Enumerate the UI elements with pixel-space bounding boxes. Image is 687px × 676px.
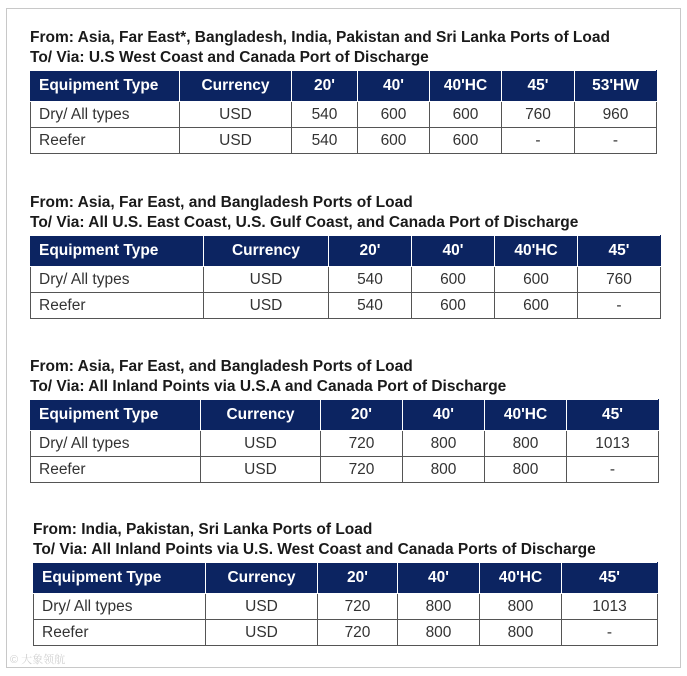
table-row	[31, 293, 661, 319]
section-from-heading: From: Asia, Far East, and Bangladesh Ports of Load	[30, 358, 413, 375]
header-45ft: 45'	[502, 71, 575, 102]
table-header-row	[31, 236, 661, 267]
header-equipment-type: Equipment Type	[31, 71, 180, 102]
cell-45ft: -	[502, 128, 575, 154]
cell-40ft: 600	[358, 102, 430, 128]
cell-20ft: 540	[329, 293, 412, 319]
header-40ft: 40'	[398, 563, 480, 594]
cell-equipment-type: Reefer	[31, 293, 204, 319]
table-row	[34, 620, 658, 646]
cell-equipment-type: Reefer	[31, 128, 180, 154]
header-20ft: 20'	[318, 563, 398, 594]
rate-table-3	[30, 399, 659, 483]
table-row	[31, 102, 657, 128]
watermark: © 大象领航	[10, 654, 66, 666]
cell-45ft: 1013	[567, 431, 659, 457]
cell-45ft: -	[562, 620, 658, 646]
rate-table-2	[30, 235, 661, 319]
cell-equipment-type: Reefer	[34, 620, 206, 646]
header-45ft: 45'	[567, 400, 659, 431]
cell-40ft: 800	[398, 620, 480, 646]
table-row	[31, 431, 659, 457]
cell-currency: USD	[204, 293, 329, 319]
cell-currency: USD	[204, 267, 329, 293]
header-currency: Currency	[206, 563, 318, 594]
header-40ft: 40'	[403, 400, 485, 431]
table-header-row	[34, 563, 658, 594]
section-to-heading: To/ Via: All Inland Points via U.S.A and Canada Port of Discharge	[30, 378, 507, 395]
cell-20ft: 720	[321, 431, 403, 457]
header-equipment-type: Equipment Type	[34, 563, 206, 594]
cell-40hc: 600	[430, 128, 502, 154]
cell-40hc: 800	[485, 431, 567, 457]
section-from-heading: From: Asia, Far East*, Bangladesh, India, Pakistan and Sri Lanka Ports of Load	[30, 29, 610, 46]
header-20ft: 20'	[292, 71, 358, 102]
cell-equipment-type: Dry/ All types	[31, 102, 180, 128]
header-40ft: 40'	[358, 71, 430, 102]
cell-20ft: 720	[318, 620, 398, 646]
table-row	[31, 457, 659, 483]
cell-45ft: -	[578, 293, 661, 319]
section-from-heading: From: Asia, Far East, and Bangladesh Ports of Load	[30, 194, 413, 211]
cell-40ft: 800	[398, 594, 480, 620]
cell-currency: USD	[180, 128, 292, 154]
table-header-row	[31, 400, 659, 431]
cell-40ft: 600	[412, 293, 495, 319]
header-currency: Currency	[180, 71, 292, 102]
cell-45ft: 1013	[562, 594, 658, 620]
cell-currency: USD	[201, 431, 321, 457]
cell-20ft: 540	[292, 102, 358, 128]
cell-20ft: 540	[329, 267, 412, 293]
cell-40ft: 800	[403, 457, 485, 483]
cell-20ft: 540	[292, 128, 358, 154]
cell-currency: USD	[201, 457, 321, 483]
header-45ft: 45'	[562, 563, 658, 594]
rate-section-1	[30, 28, 657, 154]
cell-20ft: 720	[318, 594, 398, 620]
section-from-heading: From: India, Pakistan, Sri Lanka Ports of Load	[33, 521, 373, 538]
cell-currency: USD	[206, 594, 318, 620]
table-row	[31, 128, 657, 154]
rate-table-1	[30, 70, 657, 154]
cell-45ft: 760	[578, 267, 661, 293]
cell-40hc: 600	[430, 102, 502, 128]
section-to-heading: To/ Via: All Inland Points via U.S. West Coast and Canada Ports of Discharge	[33, 541, 596, 558]
cell-currency: USD	[206, 620, 318, 646]
section-to-heading: To/ Via: All U.S. East Coast, U.S. Gulf Coast, and Canada Port of Discharge	[30, 214, 579, 231]
header-40ft: 40'	[412, 236, 495, 267]
cell-45ft: -	[567, 457, 659, 483]
cell-45ft: 760	[502, 102, 575, 128]
header-20ft: 20'	[321, 400, 403, 431]
rate-section-3	[30, 357, 659, 483]
header-currency: Currency	[201, 400, 321, 431]
table-row	[31, 267, 661, 293]
cell-20ft: 720	[321, 457, 403, 483]
table-row	[34, 594, 658, 620]
cell-53hw: 960	[575, 102, 657, 128]
header-20ft: 20'	[329, 236, 412, 267]
cell-40ft: 600	[358, 128, 430, 154]
header-40hc: 40'HC	[495, 236, 578, 267]
cell-40hc: 600	[495, 267, 578, 293]
cell-equipment-type: Dry/ All types	[31, 431, 201, 457]
rate-section-2	[30, 193, 661, 319]
rate-table-4	[33, 562, 658, 646]
cell-equipment-type: Reefer	[31, 457, 201, 483]
header-53hw: 53'HW	[575, 71, 657, 102]
cell-equipment-type: Dry/ All types	[31, 267, 204, 293]
header-45ft: 45'	[578, 236, 661, 267]
cell-40hc: 600	[495, 293, 578, 319]
cell-40ft: 800	[403, 431, 485, 457]
header-40hc: 40'HC	[480, 563, 562, 594]
cell-currency: USD	[180, 102, 292, 128]
cell-40hc: 800	[485, 457, 567, 483]
cell-40hc: 800	[480, 620, 562, 646]
cell-53hw: -	[575, 128, 657, 154]
header-equipment-type: Equipment Type	[31, 236, 204, 267]
cell-40hc: 800	[480, 594, 562, 620]
cell-equipment-type: Dry/ All types	[34, 594, 206, 620]
header-40hc: 40'HC	[430, 71, 502, 102]
header-40hc: 40'HC	[485, 400, 567, 431]
rate-section-4	[33, 520, 658, 646]
table-header-row	[31, 71, 657, 102]
header-equipment-type: Equipment Type	[31, 400, 201, 431]
cell-40ft: 600	[412, 267, 495, 293]
section-to-heading: To/ Via: U.S West Coast and Canada Port of Discharge	[30, 49, 429, 66]
header-currency: Currency	[204, 236, 329, 267]
